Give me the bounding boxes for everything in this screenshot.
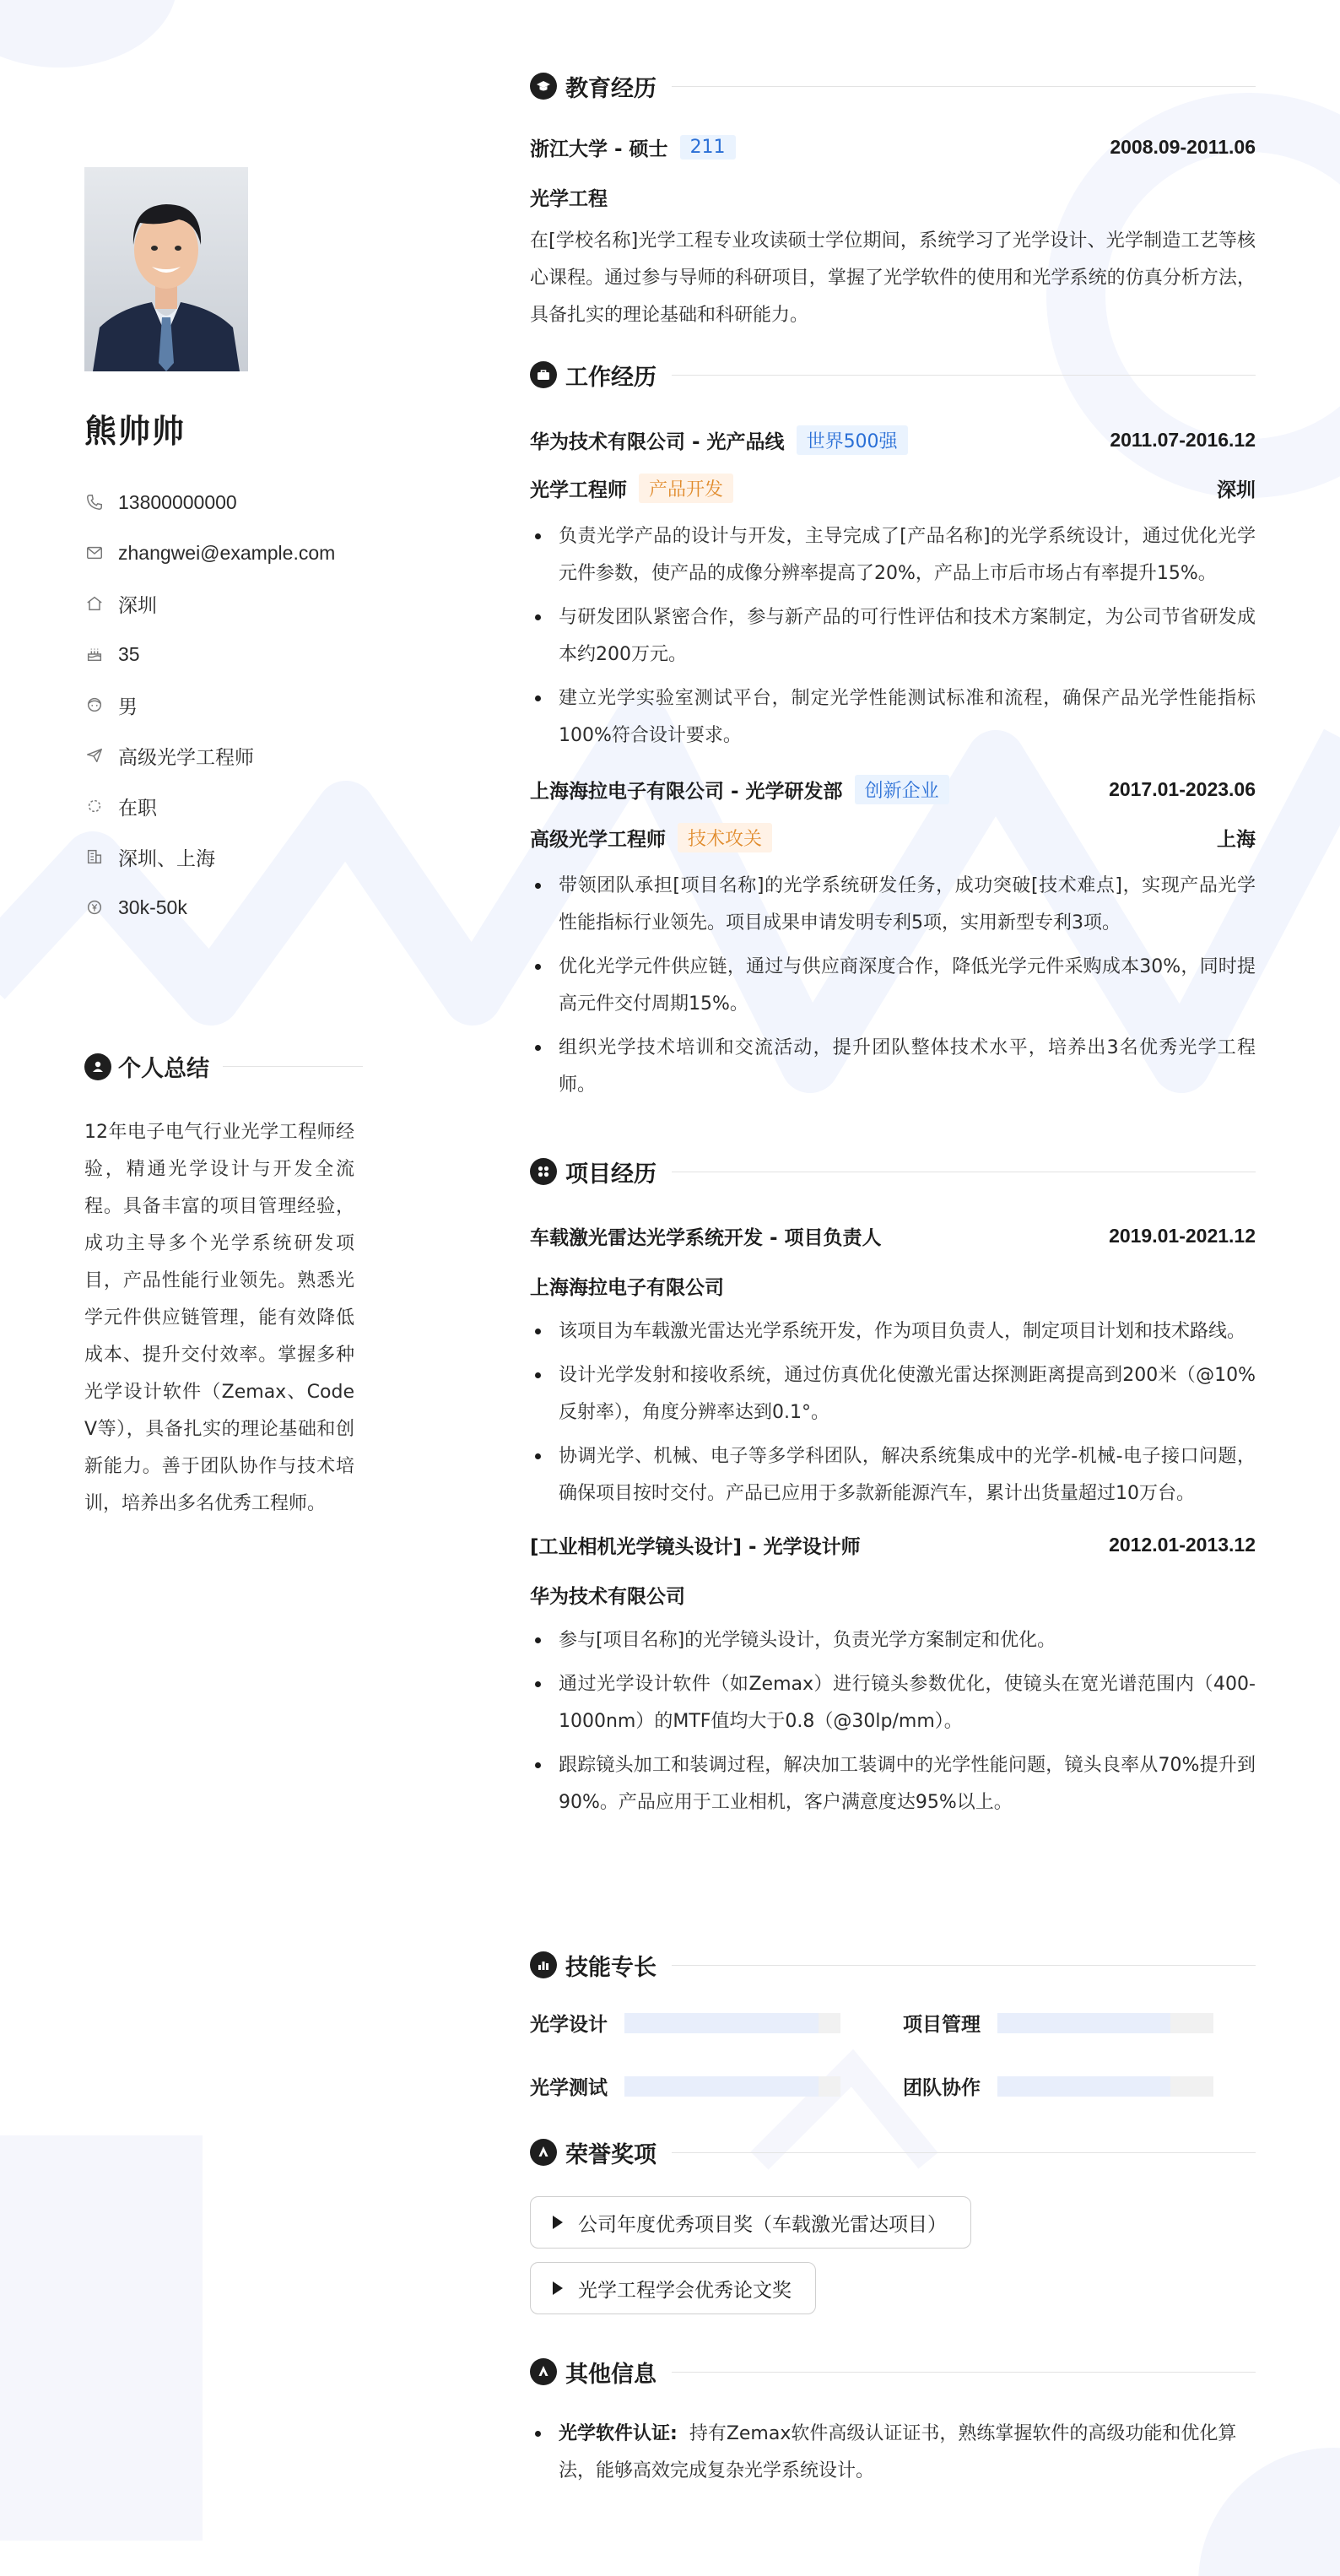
list-item: 组织光学技术培训和交流活动，提升团队整体技术水平，培养出3名优秀光学工程师。 [530,1030,1256,1104]
skill-item [903,2072,1256,2100]
user-icon [84,1053,111,1080]
list-item: 参与[项目名称]的光学镜头设计，负责光学方案制定和优化。 [530,1622,1256,1659]
list-item: 设计光学发射和接收系统，通过仿真优化使激光雷达探测距离提高到200米（@10%反射率），角度分辨率达到0.1°。 [530,1357,1256,1431]
skills-section [530,1946,1256,2134]
info-row-gender [84,679,371,730]
project-date: 2012.01-2013.12 [1109,1534,1256,1556]
skill-level-fill [997,2013,1170,2033]
job-entry [530,775,1256,1104]
divider [672,1965,1256,1966]
projects-header [530,1153,1256,1190]
play-icon [553,2281,563,2295]
list-item: 建立光学实验室测试平台，制定光学性能测试标准和流程，确保产品光学性能指标100%符合设计要求。 [530,680,1256,755]
skills-header [530,1946,1256,1983]
avatar [84,167,248,371]
info-row-salary [84,882,371,933]
job-role-row [530,474,1256,503]
skill-item [530,2009,903,2037]
company-tag: 创新企业 [855,775,949,804]
email-text: zhangwei@example.com [118,541,336,564]
project-company: 上海海拉电子有限公司 [530,1277,724,1299]
phone-icon [84,492,105,512]
job-header [530,775,1256,804]
gender-text: 男 [118,695,138,717]
list-item: 带领团队承担[项目名称]的光学系统研发任务，成功突破[技术难点]，实现产品光学性能指标行业领先。项目成果申请发明专利5项，实用新型专利3项。 [530,868,1256,942]
other-text: 持有Zemax软件高级认证证书，熟练掌握软件的高级功能和优化算法，能够高效完成复杂光学系统设计。 [559,2423,1237,2481]
list-item: 与研发团队紧密合作，参与新产品的可行性评估和技术方案制定，为公司节省研发成本约200万元。 [530,599,1256,674]
summary-header [84,1050,363,1083]
project-bullets [530,1622,1256,1821]
status-icon [84,796,105,816]
position-text: 高级光学工程师 [118,745,254,768]
send-icon [84,745,105,766]
salary-icon [84,897,105,917]
list-item: 优化光学元件供应链，通过与供应商深度合作，降低光学元件采购成本30%，同时提高元件交付周期15%。 [530,949,1256,1023]
skill-bar [624,2076,840,2097]
award-text: 光学工程学会优秀论文奖 [578,2279,792,2302]
skill-bar [624,2013,840,2033]
briefcase-icon [530,361,557,388]
list-item [530,2416,1256,2490]
contact-info-list [84,477,371,933]
divider [223,1066,363,1067]
work-section [530,356,1256,1153]
other-section [530,2353,1256,2490]
skill-name: 团队协作 [903,2077,981,2099]
project-header [530,1222,1256,1250]
other-title: 其他信息 [565,2361,656,2388]
skills-title: 技能专长 [565,1954,656,1981]
job-date: 2011.07-2016.12 [1110,429,1256,451]
divider [672,86,1256,87]
award-item [530,2262,816,2314]
project-bullets [530,1313,1256,1513]
honors-header [530,2134,1256,2171]
other-label: 光学软件认证: [559,2423,678,2444]
school-tag: 211 [680,135,736,160]
skill-item [530,2072,903,2100]
info-row-location [84,578,371,629]
list-item: 协调光学、机械、电子等多学科团队，解决系统集成中的光学-机械-电子接口问题，确保项目按时交付。产品已应用于多款新能源汽车，累计出货量超过10万台。 [530,1438,1256,1513]
location-text: 深圳 [118,593,157,616]
skill-bar [997,2076,1213,2097]
project-entry [530,1531,1256,1821]
other-header [530,2353,1256,2390]
project-date: 2019.01-2021.12 [1109,1225,1256,1247]
skill-level-fill [624,2076,819,2097]
company-name [530,425,908,455]
company-tag: 世界500强 [797,425,908,455]
award-item [530,2196,971,2249]
honors-title: 荣誉奖项 [565,2141,656,2168]
skill-bar [997,2013,1213,2033]
list-item: 跟踪镜头加工和装调过程，解决加工装调中的光学性能问题，镜头良率从70%提升到90%。产品应用于工业相机，客户满意度达95%以上。 [530,1747,1256,1821]
grid-icon [530,1158,557,1185]
education-date: 2008.09-2011.06 [1110,136,1256,158]
project-name: [工业相机光学镜头设计] - 光学设计师 [530,1536,861,1558]
education-row [530,133,1256,161]
role-text: 光学工程师 [530,479,627,501]
job-city: 上海 [1217,828,1256,850]
job-role [530,474,733,503]
list-item: 该项目为车载激光雷达光学系统开发，作为项目负责人，制定项目计划和技术路线。 [530,1313,1256,1350]
phone-text: 13800000000 [118,490,237,513]
education-header [530,68,1256,105]
summary-text: 12年电子电气行业光学工程师经验，精通光学设计与开发全流程。具备丰富的项目管理经验，成功主导多个光学系统研发项目，产品性能行业领先。熟悉光学元件供应链管理，能有效降低成本、提升交付效率。掌握多种光学设计软件（Zemax、Code V等），具备扎实的理论基础和创新能力。善于团队协作与技术培训，培养出多名优秀工程师。 [84,1122,354,1514]
play-icon [553,2216,563,2229]
main-content [530,68,1256,2490]
job-city: 深圳 [1217,479,1256,501]
job-role-row [530,823,1256,852]
role-tag: 技术攻关 [678,823,772,852]
award-list [530,2262,1256,2314]
role-text: 高级光学工程师 [530,829,666,851]
home-icon [84,593,105,614]
skill-item [903,2009,1256,2037]
candidate-name: 熊帅帅 [84,413,186,450]
project-name: 车载激光雷达光学系统开发 - 项目负责人 [530,1227,882,1249]
job-role [530,823,772,852]
skill-name: 光学设计 [530,2014,608,2036]
project-entry [530,1222,1256,1513]
projects-section [530,1153,1256,1946]
school-name [530,133,736,161]
graduation-cap-icon [530,73,557,100]
award-text: 公司年度优秀项目奖（车载激光雷达项目） [578,2213,947,2236]
skill-level-fill [624,2013,819,2033]
company-name [530,775,949,804]
list-item: 通过光学设计软件（如Zemax）进行镜头参数优化，使镜头在宽光谱范围内（400-1000nm）的MTF值均大于0.8（@30lp/mm）。 [530,1666,1256,1740]
work-title: 工作经历 [565,364,656,391]
bar-chart-icon [530,1951,557,1978]
skill-level-fill [997,2076,1170,2097]
building-icon [84,847,105,867]
job-bullets [530,868,1256,1104]
age-text: 35 [118,642,140,665]
education-description: 在[学校名称]光学工程专业攻读硕士学位期间，系统学习了光学设计、光学制造工艺等核心课程。通过参与导师的科研项目，掌握了光学软件的使用和光学系统的仿真分析方法，具备扎实的理论基础和科研能力。 [530,230,1256,326]
role-tag: 产品开发 [639,474,733,503]
list-item: 负责光学产品的设计与开发，主导完成了[产品名称]的光学系统设计，通过优化光学元件参数，使产品的成像分辨率提高了20%，产品上市后市场占有率提升15%。 [530,518,1256,593]
honors-section [530,2134,1256,2353]
gender-icon [84,695,105,715]
award-icon [530,2139,557,2166]
cake-icon [84,644,105,664]
salary-text: 30k-50k [118,896,187,918]
info-row-status [84,781,371,831]
company-text: 上海海拉电子有限公司 - 光学研发部 [530,781,843,803]
project-header [530,1531,1256,1559]
education-title: 教育经历 [565,75,656,102]
award-icon [530,2358,557,2385]
project-company: 华为技术有限公司 [530,1586,685,1608]
skills-grid [530,2009,1256,2100]
projects-title: 项目经历 [565,1161,656,1188]
mail-icon [84,543,105,563]
skill-name: 光学测试 [530,2077,608,2099]
major: 光学工程 [530,188,608,210]
status-text: 在职 [118,796,157,819]
school-text: 浙江大学 - 硕士 [530,138,668,160]
info-row-position [84,730,371,781]
city-text: 深圳、上海 [118,847,215,869]
info-row-phone [84,477,371,528]
info-row-email [84,528,371,578]
job-date: 2017.01-2023.06 [1109,778,1256,800]
summary-title: 个人总结 [118,1056,209,1082]
work-header [530,356,1256,393]
info-row-city [84,831,371,882]
award-list [530,2196,1256,2249]
divider [672,375,1256,376]
education-section [530,68,1256,356]
info-row-age [84,629,371,679]
company-text: 华为技术有限公司 - 光产品线 [530,431,785,453]
job-entry [530,425,1256,755]
background-decoration [0,0,177,68]
background-decoration [0,2135,203,2541]
skill-name: 项目管理 [903,2014,981,2036]
job-bullets [530,518,1256,755]
job-header [530,425,1256,455]
divider [672,2372,1256,2373]
divider [672,2152,1256,2153]
